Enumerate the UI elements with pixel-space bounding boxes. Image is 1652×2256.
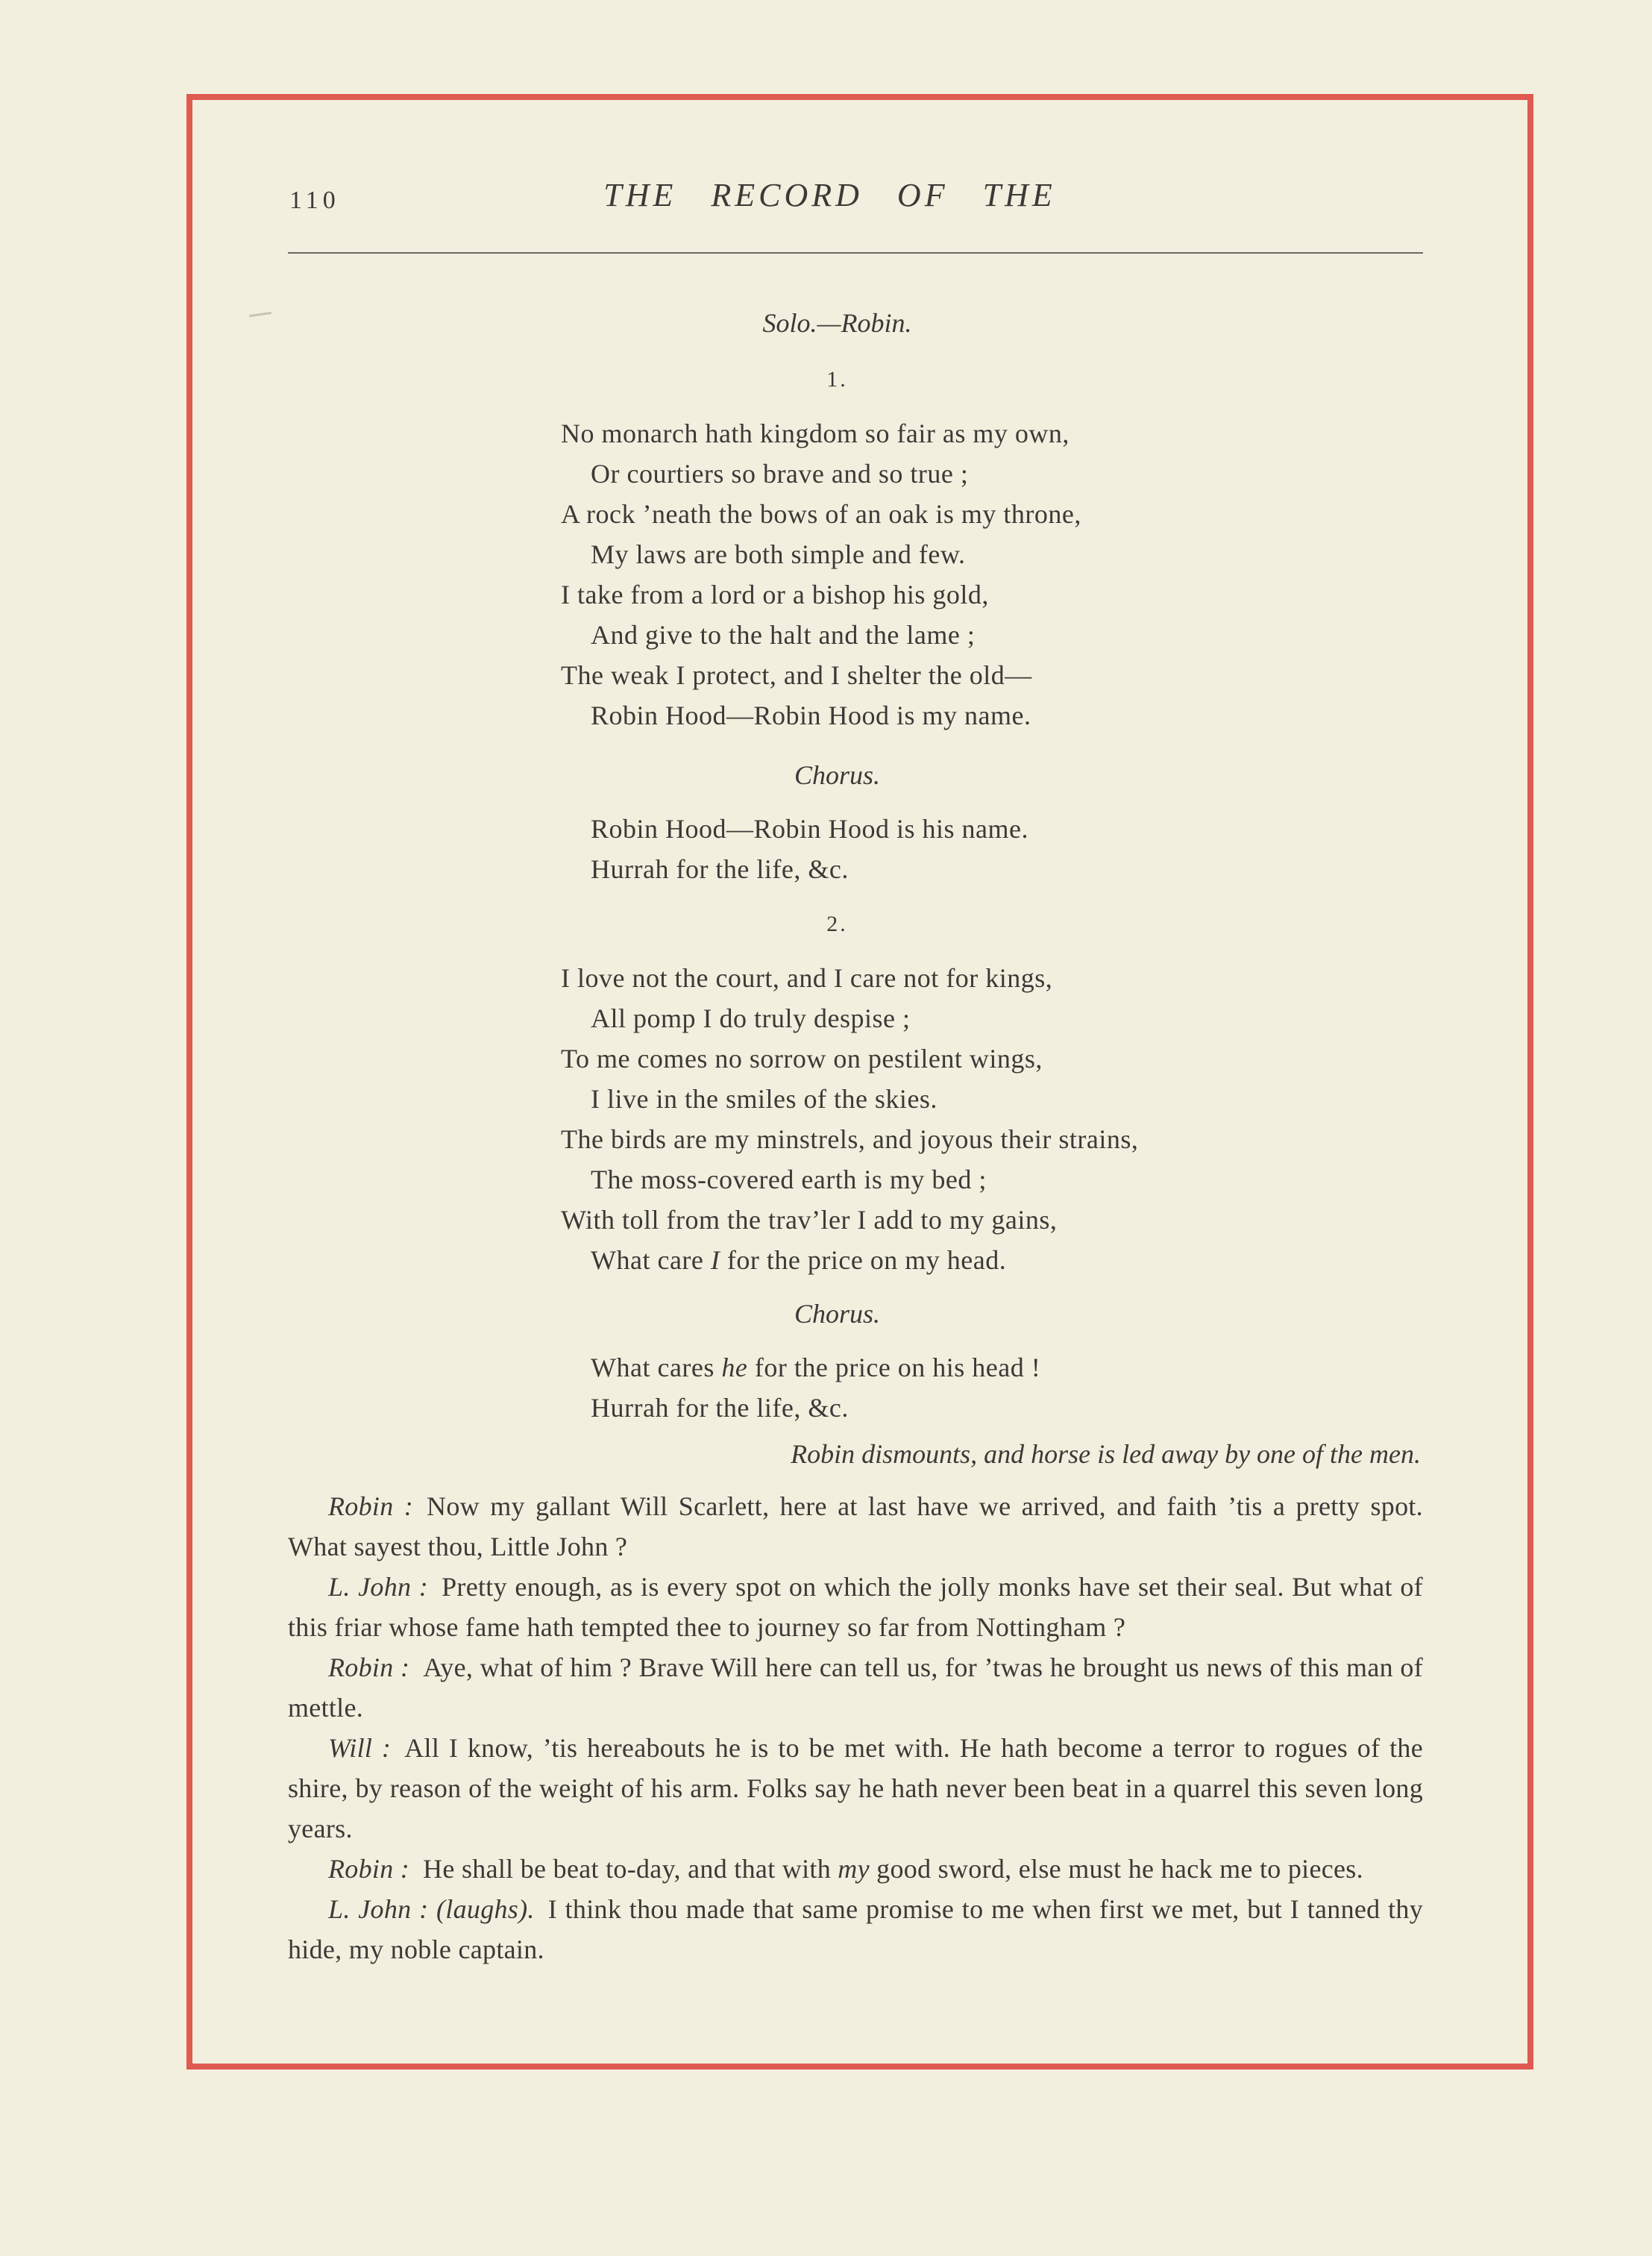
speech-text: Now my gallant Will Scarlett, here at last have we arrived, and faith ’tis a pretty spot. What sayest thou, Little John ? (288, 1491, 1423, 1561)
speech-text: He shall be beat to-day, and that with (423, 1854, 838, 1884)
speaker-name: Will : (328, 1733, 392, 1763)
stage-direction: Robin dismounts, and horse is led away by one of the men. (791, 1439, 1421, 1469)
running-head: THE RECORD OF THE (603, 177, 1056, 213)
verse-line: No monarch hath kingdom so fair as my own, (561, 419, 1070, 448)
chorus-line-text: for the price on his head ! (747, 1353, 1041, 1382)
speech-text: good sword, else must he hack me to pieces. (869, 1854, 1363, 1884)
verse-line: And give to the halt and the lame ; (591, 620, 976, 650)
chorus-line (591, 1352, 1040, 1383)
speech-text: Aye, what of him ? Brave Will here can tell us, for ’twas he brought us news of this man of mettle. (288, 1652, 1423, 1723)
chorus-heading: Chorus. (794, 1299, 881, 1329)
verse-line: I love not the court, and I care not for kings, (561, 963, 1053, 993)
dialogue-paragraph (288, 1486, 1423, 1567)
verse-line: I take from a lord or a bishop his gold, (561, 580, 989, 610)
chorus-line: Hurrah for the life, &c. (591, 1393, 849, 1423)
chorus-heading: Chorus. (794, 760, 881, 790)
verse-line: I live in the smiles of the skies. (591, 1084, 938, 1114)
dialogue-paragraph (288, 1889, 1423, 1970)
speaker-name: L. John : (laughs). (328, 1894, 535, 1924)
solo-heading: Solo.—Robin. (762, 308, 912, 338)
speech-text: All I know, ’tis hereabouts he is to be met with. He hath become a terror to rogues of the shire, by reason of the weight of his arm. Folks say he hath never been beat in a quarrel this seven long years. (288, 1733, 1423, 1843)
dialogue-paragraph (288, 1728, 1423, 1849)
verse-line: With toll from the trav’ler I add to my gains, (561, 1205, 1058, 1235)
verse-line-text: for the price on my head. (720, 1245, 1007, 1275)
chorus-line-text: What cares (591, 1353, 722, 1382)
dialogue-paragraph (288, 1647, 1423, 1728)
verse-line: A rock ’neath the bows of an oak is my throne, (561, 499, 1081, 529)
verse-number: 2. (826, 912, 848, 936)
dialogue (288, 1486, 1423, 1970)
speech-text: Pretty enough, as is every spot on which the jolly monks have set their seal. But what of this friar whose fame hath tempted thee to journey so far from Nottingham ? (288, 1572, 1423, 1642)
page-number: 110 (289, 187, 340, 214)
dialogue-paragraph (288, 1849, 1423, 1889)
verse-line: The birds are my minstrels, and joyous their strains, (561, 1124, 1139, 1154)
verse-line-text: What care (591, 1245, 711, 1275)
verse-line: To me comes no sorrow on pestilent wings, (561, 1044, 1043, 1074)
verse-line: My laws are both simple and few. (591, 539, 966, 569)
emphasis: my (838, 1854, 870, 1884)
verse-line: All pomp I do truly despise ; (591, 1003, 911, 1033)
speech-text: I think thou made that same promise to me when first we met, but I tanned thy hide, my noble captain. (288, 1894, 1423, 1964)
speaker-name: Robin : (328, 1491, 414, 1521)
speaker-name: Robin : (328, 1854, 410, 1884)
dialogue-paragraph (288, 1567, 1423, 1647)
verse-line: Robin Hood—Robin Hood is my name. (591, 701, 1031, 730)
emphasis: he (721, 1353, 748, 1382)
verse-line: The weak I protect, and I shelter the old— (561, 660, 1032, 690)
verse-line: Or courtiers so brave and so true ; (591, 459, 969, 489)
speaker-name: Robin : (328, 1652, 410, 1682)
verse-number: 1. (826, 367, 848, 392)
emphasis: I (710, 1245, 720, 1275)
chorus-line: Hurrah for the life, &c. (591, 854, 849, 884)
speaker-name: L. John : (328, 1572, 429, 1602)
header-rule (288, 252, 1423, 254)
chorus-line: Robin Hood—Robin Hood is his name. (591, 814, 1029, 844)
verse-line: The moss-covered earth is my bed ; (591, 1165, 987, 1194)
verse-line (591, 1244, 1006, 1276)
